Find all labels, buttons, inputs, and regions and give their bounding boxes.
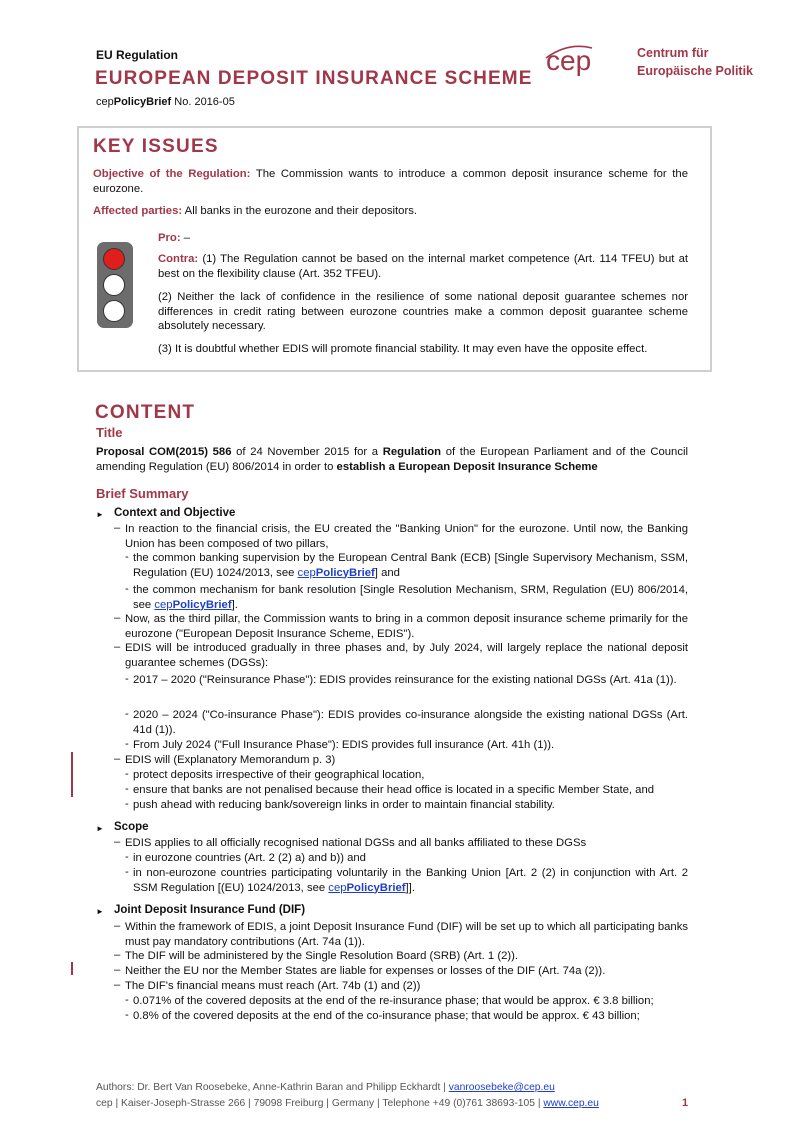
dash-bullet: - bbox=[125, 866, 129, 878]
dash-bullet: – bbox=[114, 979, 121, 991]
dash-bullet: - bbox=[125, 798, 129, 810]
context-item-4c: push ahead with reducing bank/sovereign links in order to maintain financial stability. bbox=[133, 799, 555, 811]
policybrief-link[interactable]: cepPolicyBrief bbox=[328, 881, 406, 894]
website-link[interactable]: www.cep.eu bbox=[543, 1098, 599, 1109]
dif-item-4b: 0.8% of the covered deposits at the end of the co-insurance phase; that would be approx. € 43 billion; bbox=[133, 1010, 640, 1022]
contra-paragraph-2: (2) Neither the lack of confidence in the resilience of some national deposit guarantee schemes nor differences in credit rating between eurozone countries make a common deposit guarantee scheme absolutely necessary. bbox=[158, 291, 688, 332]
context-item-4a: protect deposits irrespective of their geographical location, bbox=[133, 769, 425, 781]
dif-item-1: Within the framework of EDIS, a joint Deposit Insurance Fund (DIF) will be set up to which all participating banks must pay mandatory contributions (Art. 74a (1)). bbox=[125, 921, 688, 948]
objective-paragraph: Objective of the Regulation: The Commission wants to introduce a common deposit insurance scheme for the eurozone. bbox=[93, 168, 688, 195]
dash-bullet: – bbox=[114, 920, 121, 932]
affected-parties-paragraph: Affected parties: All banks in the eurozone and their depositors. bbox=[93, 205, 418, 217]
document-title: EUROPEAN DEPOSIT INSURANCE SCHEME bbox=[95, 68, 533, 89]
pro-paragraph: Pro: – bbox=[158, 232, 191, 244]
proposal-paragraph: Proposal COM(2015) 586 of 24 November 2015 for a Regulation of the European Parliament and of the Council amending Regulation (EU) 806/2014 in order to establish a European Deposit Insurance Scheme bbox=[96, 446, 689, 473]
footer-address: cep | Kaiser-Joseph-Strasse 266 | 79098 Freiburg | Germany | Telephone +49 (0)761 38693-105 | www.cep.eu bbox=[96, 1098, 599, 1109]
bullet-triangle-icon: ► bbox=[96, 824, 104, 833]
policy-brief-number: cepPolicyBrief No. 2016-05 bbox=[96, 96, 235, 108]
scope-item-1: EDIS applies to all officially recognised national DGSs and all banks affiliated to these DGSs bbox=[125, 837, 587, 849]
dash-bullet: - bbox=[125, 583, 129, 595]
dash-bullet: – bbox=[114, 949, 121, 961]
dash-bullet: – bbox=[114, 641, 121, 653]
bullet-triangle-icon: ► bbox=[96, 510, 104, 519]
scope-item-1a: in eurozone countries (Art. 2 (2) a) and b)) and bbox=[133, 852, 366, 864]
dif-item-3: Neither the EU nor the Member States are liable for expenses or losses of the DIF (Art. 74a (2)). bbox=[125, 965, 606, 977]
dash-bullet: - bbox=[125, 994, 129, 1006]
footer-authors: Authors: Dr. Bert Van Roosebeke, Anne-Kathrin Baran and Philipp Eckhardt | vanroosebeke@cep.eu bbox=[96, 1082, 555, 1093]
scope-item-1b: in non-eurozone countries participating voluntarily in the Banking Union [Art. 2 (2) in conjunction with Art. 2 SSM Regulation [(EU) 1024/2013, see cepPolicyBrief]]. bbox=[133, 867, 688, 894]
dif-item-4a: 0.071% of the covered deposits at the end of the re-insurance phase; that would be approx. € 3.8 billion; bbox=[133, 995, 654, 1007]
green-light bbox=[103, 300, 125, 322]
context-item-4: EDIS will (Explanatory Memorandum p. 3) bbox=[125, 754, 336, 766]
context-item-1b: the common mechanism for bank resolution [Single Resolution Mechanism, SRM, Regulation (EU) 806/2014, see cepPolicyBrief]. bbox=[133, 584, 688, 611]
change-marker bbox=[71, 962, 73, 975]
contra-paragraph-3: (3) It is doubtful whether EDIS will promote financial stability. It may even have the opposite effect. bbox=[158, 343, 648, 355]
context-item-2: Now, as the third pillar, the Commission wants to bring in a common deposit insurance scheme primarily for the eurozone ("European Deposit Insurance Scheme, EDIS"). bbox=[125, 613, 688, 640]
contra-paragraph-1: Contra: (1) The Regulation cannot be based on the internal market competence (Art. 114 TFEU) but at best on the flexibility clause (Art. 352 TFEU). bbox=[158, 253, 688, 280]
context-item-1a: the common banking supervision by the European Central Bank (ECB) [Single Supervisory Mechanism, SSM, Regulation (EU) 1024/2013, see cepPolicyBrief] and bbox=[133, 552, 688, 579]
key-issues-box bbox=[77, 126, 712, 372]
red-light bbox=[103, 248, 125, 270]
context-item-3b: 2020 – 2024 ("Co-insurance Phase"): EDIS provides co-insurance alongside the existing national DGSs (Art. 41d (1)). bbox=[133, 709, 688, 736]
dash-bullet: - bbox=[125, 551, 129, 563]
dash-bullet: – bbox=[114, 964, 121, 976]
policybrief-link[interactable]: cepPolicyBrief bbox=[297, 566, 375, 579]
dif-heading: Joint Deposit Insurance Fund (DIF) bbox=[114, 904, 306, 916]
email-link[interactable]: vanroosebeke@cep.eu bbox=[448, 1082, 555, 1093]
svg-text:cep: cep bbox=[546, 45, 592, 76]
dif-item-4: The DIF's financial means must reach (Art. 74b (1) and (2)) bbox=[125, 980, 421, 992]
context-item-3c: From July 2024 ("Full Insurance Phase"): EDIS provides full insurance (Art. 41h (1)). bbox=[133, 739, 555, 751]
dif-item-2: The DIF will be administered by the Single Resolution Board (SRB) (Art. 1 (2)). bbox=[125, 950, 519, 962]
key-issues-heading: KEY ISSUES bbox=[93, 136, 219, 157]
dash-bullet: – bbox=[114, 612, 121, 624]
dash-bullet: - bbox=[125, 768, 129, 780]
change-marker bbox=[71, 752, 73, 797]
context-item-3: EDIS will be introduced gradually in three phases and, by July 2024, will largely replace the national deposit guarantee schemes (DGSs): bbox=[125, 642, 688, 669]
traffic-light-icon bbox=[97, 242, 133, 328]
page-number: 1 bbox=[682, 1097, 689, 1109]
cep-logo bbox=[540, 40, 640, 80]
content-heading: CONTENT bbox=[95, 402, 196, 423]
dash-bullet: - bbox=[125, 708, 129, 720]
organisation-name: Centrum für Europäische Politik bbox=[637, 46, 754, 78]
dash-bullet: - bbox=[125, 1009, 129, 1021]
dash-bullet: - bbox=[125, 851, 129, 863]
brief-summary-heading: Brief Summary bbox=[96, 486, 189, 501]
scope-heading: Scope bbox=[114, 821, 149, 833]
context-heading: Context and Objective bbox=[114, 507, 236, 519]
dash-bullet: – bbox=[114, 753, 121, 765]
context-item-3a: 2017 – 2020 ("Reinsurance Phase"): EDIS provides reinsurance for the existing national DGSs (Art. 41a (1)). bbox=[133, 674, 677, 686]
dash-bullet: – bbox=[114, 836, 121, 848]
policybrief-link[interactable]: cepPolicyBrief bbox=[154, 598, 232, 611]
bullet-triangle-icon: ► bbox=[96, 907, 104, 916]
dash-bullet: - bbox=[125, 738, 129, 750]
context-item-4b: ensure that banks are not penalised because their head office is located in a specific Member State, and bbox=[133, 784, 655, 796]
amber-light bbox=[103, 274, 125, 296]
document-category: EU Regulation bbox=[96, 48, 179, 62]
title-subheading: Title bbox=[96, 425, 123, 440]
context-item-1: In reaction to the financial crisis, the EU created the "Banking Union" for the eurozone. Until now, the Banking Union has been composed of two pillars, bbox=[125, 523, 688, 550]
dash-bullet: - bbox=[125, 673, 129, 685]
dash-bullet: - bbox=[125, 783, 129, 795]
dash-bullet: – bbox=[114, 522, 121, 534]
